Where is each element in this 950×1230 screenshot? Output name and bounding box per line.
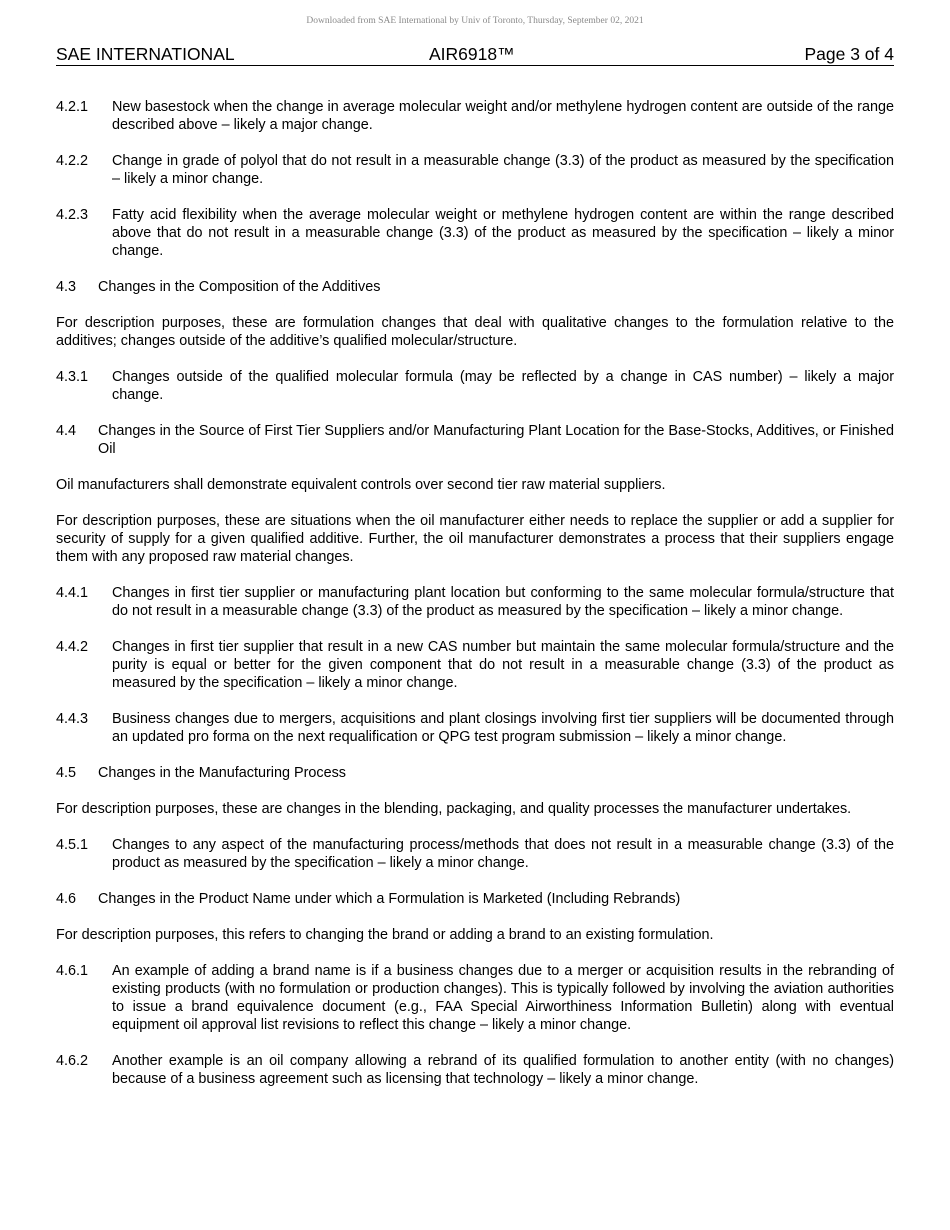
clause-number: 4.2.2 — [56, 153, 89, 169]
clause-text: Another example is an oil company allowing a rebrand of its qualified formulation to another entity (with no changes) because of a business agreement such as licensing that technology – likely a minor change. — [112, 1053, 894, 1087]
clause-number: 4.4.2 — [56, 639, 89, 655]
clause-text: Changes in first tier supplier that result in a new CAS number but maintain the same molecular formula/structure and the purity is equal or better for the given component that do not result in a measurable change (3.3) of the product as measured by the specification – likely a minor change. — [112, 639, 894, 691]
clause-number: 4.4.1 — [56, 585, 89, 601]
section-title: Changes in the Product Name under which a Formulation is Marketed (Including Rebrands) — [98, 891, 681, 907]
paragraph: For description purposes, these are changes in the blending, packaging, and quality processes the manufacturer undertakes. — [56, 801, 852, 817]
clause-4-6-2 — [56, 1052, 894, 1088]
clause-text: Change in grade of polyol that do not result in a measurable change (3.3) of the product as measured by the specification – likely a minor change. — [112, 153, 894, 187]
clause-text: An example of adding a brand name is if a business changes due to a merger or acquisition results in the rebranding of existing products (with no formulation or production changes). This is typically followed by involving the aviation authorities to issue a brand equivalence document (e.g., FAA Special Airworthiness Information Bulletin) along with eventual equipment oil approval list revisions to reflect this change – likely a minor change. — [112, 963, 894, 1033]
clause-text: Fatty acid flexibility when the average molecular weight or methylene hydrogen content are within the range described above that do not result in a measurable change (3.3) of the product as measured by the specification – likely a minor change. — [112, 207, 894, 259]
section-number: 4.6 — [56, 891, 77, 907]
clause-4-4-3 — [56, 710, 894, 746]
section-number: 4.3 — [56, 279, 77, 295]
download-watermark: Downloaded from SAE International by Univ of Toronto, Thursday, September 02, 2021 — [306, 16, 644, 26]
clause-text: New basestock when the change in average molecular weight and/or methylene hydrogen content are outside of the range described above – likely a major change. — [112, 99, 894, 133]
paragraph: Oil manufacturers shall demonstrate equivalent controls over second tier raw material suppliers. — [56, 477, 666, 493]
clause-number: 4.3.1 — [56, 369, 89, 385]
section-heading-4-5 — [56, 764, 894, 782]
section-title: Changes in the Source of First Tier Suppliers and/or Manufacturing Plant Location for the Base-Stocks, Additives, or Finished Oil — [98, 423, 894, 457]
clause-number: 4.6.1 — [56, 963, 89, 979]
clause-text: Changes in first tier supplier or manufacturing plant location but conforming to the same molecular formula/structure that do not result in a measurable change (3.3) of the product as measured by the specification – likely a minor change. — [112, 585, 894, 619]
section-number: 4.5 — [56, 765, 77, 781]
clause-text: Changes outside of the qualified molecular formula (may be reflected by a change in CAS number) – likely a major change. — [112, 369, 894, 403]
clause-number: 4.4.3 — [56, 711, 89, 727]
section-number: 4.4 — [56, 423, 77, 439]
clause-4-2-1 — [56, 98, 894, 134]
page-number: Page 3 of 4 — [804, 44, 894, 64]
clause-4-6-1 — [56, 962, 894, 1034]
section-heading-4-3 — [56, 278, 894, 296]
document-body — [56, 98, 894, 1106]
clause-text: Business changes due to mergers, acquisitions and plant closings involving first tier suppliers will be documented through an updated pro forma on the next requalification or QPG test program submission – likely a minor change. — [112, 711, 894, 745]
clause-4-4-1 — [56, 584, 894, 620]
paragraph: For description purposes, these are situations when the oil manufacturer either needs to replace the supplier or add a supplier for security of supply for a given qualified additive. Further, the oil manufacturer demonstrates a process that their suppliers engage them with any proposed raw material changes. — [56, 513, 894, 565]
section-title: Changes in the Manufacturing Process — [98, 765, 346, 781]
paragraph: For description purposes, these are formulation changes that deal with qualitative changes to the formulation relative to the additives; changes outside of the additive’s qualified molecular/structure. — [56, 315, 894, 349]
clause-4-5-1 — [56, 836, 894, 872]
clause-number: 4.6.2 — [56, 1053, 89, 1069]
clause-4-2-2 — [56, 152, 894, 188]
clause-number: 4.2.3 — [56, 207, 89, 223]
paragraph: For description purposes, this refers to changing the brand or adding a brand to an existing formulation. — [56, 927, 714, 943]
section-heading-4-4 — [56, 422, 894, 458]
clause-4-2-3 — [56, 206, 894, 260]
page-header — [56, 44, 894, 66]
section-title: Changes in the Composition of the Additives — [98, 279, 381, 295]
document-number: AIR6918™ — [429, 44, 515, 64]
publisher-name: SAE INTERNATIONAL — [56, 44, 235, 64]
clause-number: 4.2.1 — [56, 99, 89, 115]
clause-4-4-2 — [56, 638, 894, 692]
clause-text: Changes to any aspect of the manufacturing process/methods that does not result in a measurable change (3.3) of the product as measured by the specification – likely a minor change. — [112, 837, 894, 871]
clause-number: 4.5.1 — [56, 837, 89, 853]
section-heading-4-6 — [56, 890, 894, 908]
clause-4-3-1 — [56, 368, 894, 404]
